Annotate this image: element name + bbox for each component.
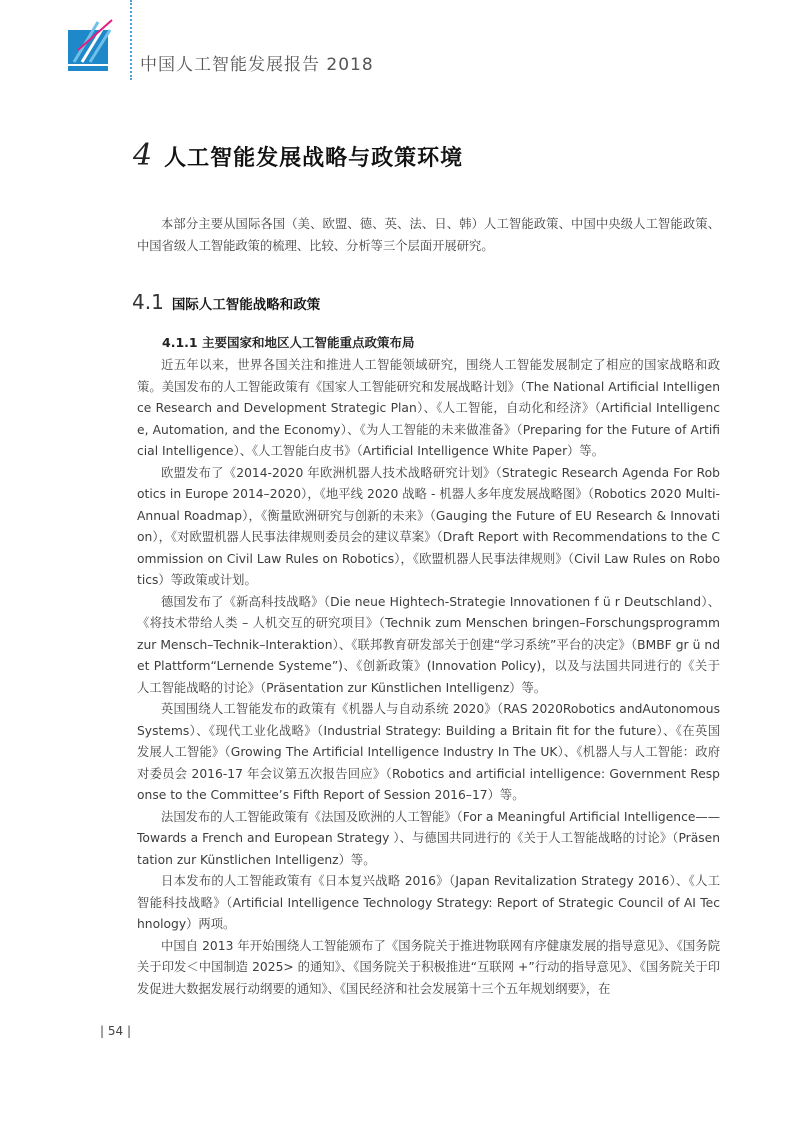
section-number: 4.1 [132, 290, 164, 314]
cistr-logo-icon [68, 14, 114, 72]
paragraph-uk: 英国围绕人工智能发布的政策有《机器人与自动系统 2020》（RAS 2020Robotics andAutonomous Systems）、《现代工业化战略》（Industrial Strategy: Building a Britain fit for the future）、《在英国发展人工智能》（Growing The Artificial Intelligence Industry In The UK）、《机器人与人工智能：政府对委员会 2016-17 年会议第五次报告回应》（Robotics and artificial intelligence: Government Response to the Committee’s Fifth Report of Session 2016–17）等。 [137, 702, 720, 802]
paragraph-china: 中国自 2013 年开始围绕人工智能颁布了《国务院关于推进物联网有序健康发展的指导意见》、《国务院关于印发＜中国制造 2025> 的通知》、《国务院关于积极推进“互联网 +”行动的指导意见》、《国务院关于印发促进大数据发展行动纲要的通知》、《国民经济和社会发展第十三个五年规划纲要》，在 [137, 938, 720, 996]
paragraph-eu: 欧盟发布了《2014-2020 年欧洲机器人技术战略研究计划》（Strategic Research Agenda For Robotics in Europe 2014–2020），《地平线 2020 战略 - 机器人多年度发展战略图》（Robotics 2020 Multi-Annual Roadmap），《衡量欧洲研究与创新的未来》（Gauging the Future of EU Research & Innovation），《对欧盟机器人民事法律规则委员会的建议草案》（Draft Report with Recommendations to the Commission on Civil Law Rules on Robotics），《欧盟机器人民事法律规则》（Civil Law Rules on Robotics）等政策或计划。 [137, 465, 720, 587]
header-divider [130, 0, 132, 80]
section-heading [132, 290, 320, 314]
paragraph-japan: 日本发布的人工智能政策有《日本复兴战略 2016》（Japan Revitalization Strategy 2016）、《人工智能科技战略》（Artificial Intelligence Technology Strategy: Report of Strategic Council of AI Technology）两项。 [137, 874, 720, 931]
section-title: 国际人工智能战略和政策 [171, 297, 321, 313]
paragraph-germany: 德国发布了《新高科技战略》（Die neue Hightech-Strategie Innovationen f ü r Deutschland）、《将技术带给人类 – 人机交互的研究项目》（Technik zum Menschen bringen–Forschungsprogramm zur Mensch–Technik–Interaktion）、《联邦教育研发部关于创建“学习系统”平台的决定》（BMBF gr ü ndet Plattform“Lernende Systeme”)、《创新政策》(Innovation Policy)，以及与法国共同进行的《关于人工智能战略的讨论》（Präsentation zur Künstlichen Intelligenz）等。 [137, 594, 720, 695]
paragraph-france: 法国发布的人工智能政策有《法国及欧洲的人工智能》（For a Meaningful Artificial Intelligence——Towards a French and European Strategy ）、与德国共同进行的《关于人工智能战略的讨论》（Präsentation zur Künstlichen Intelligenz）等。 [137, 809, 720, 867]
subsection-title: 4.1.1 主要国家和地区人工智能重点政策布局 [162, 335, 415, 350]
intro-paragraph: 本部分主要从国际各国（美、欧盟、德、英、法、日、韩）人工智能政策、中国中央级人工智能政策、中国省级人工智能政策的梳理、比较、分析等三个层面开展研究。 [137, 217, 720, 253]
chapter-title: 人工智能发展战略与政策环境 [164, 146, 464, 171]
paragraph-usa: 近五年以来，世界各国关注和推进人工智能领域研究，围绕人工智能发展制定了相应的国家战略和政策。美国发布的人工智能政策有《国家人工智能研究和发展战略计划》（The National Artificial Intelligence Research and Development Strategic Plan）、《人工智能，自动化和经济》（Artificial Intelligence, Automation, and the Economy）、《为人工智能的未来做准备》（Preparing for the Future of Artificial Intelligence）、《人工智能白皮书》（Artificial Intelligence White Paper）等。 [137, 358, 720, 458]
chapter-number: 4 [133, 138, 153, 173]
body-text [137, 355, 720, 1000]
intro-block [137, 214, 720, 257]
running-header: 中国人工智能发展报告 2018 [140, 55, 374, 75]
chapter-heading [133, 138, 463, 173]
page-number: | 54 | [100, 1024, 131, 1038]
